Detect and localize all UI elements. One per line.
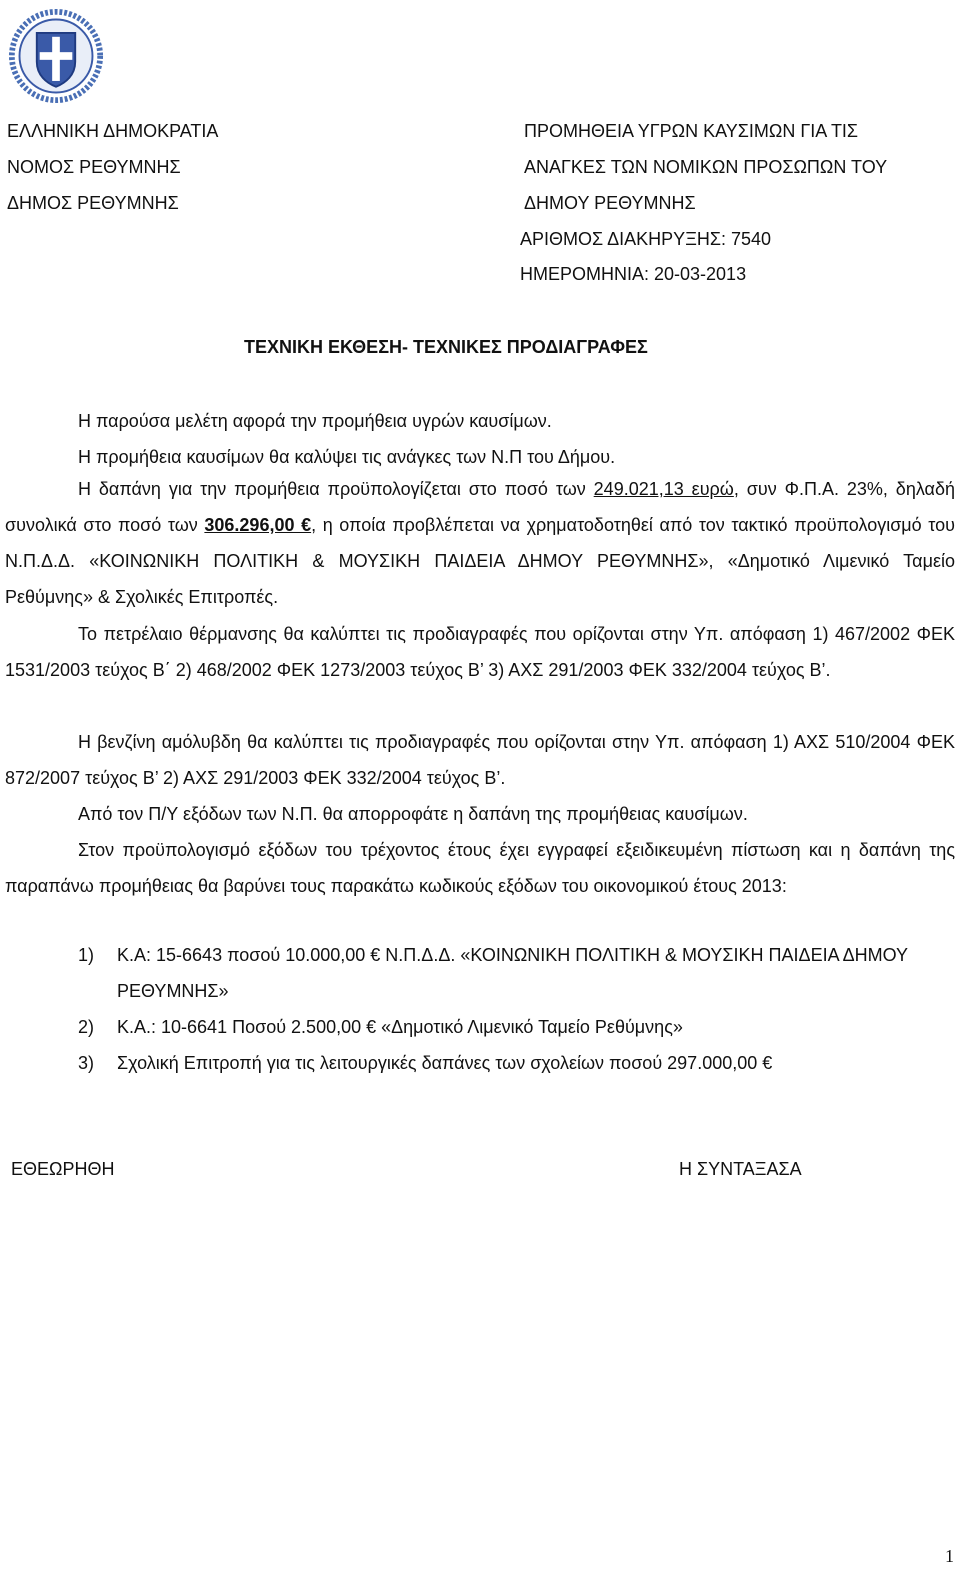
header-right-line-2: ΑΝΑΓΚΕΣ ΤΩΝ ΝΟΜΙΚΩΝ ΠΡΟΣΩΠΩΝ ΤΟΥ — [524, 157, 888, 177]
list-item-number: 2) — [78, 1017, 95, 1037]
amount-before-vat: 249.021,13 ευρώ — [593, 479, 734, 499]
document-title: ΤΕΧΝΙΚΗ ΕΚΘΕΣΗ- ΤΕΧΝΙΚΕΣ ΠΡΟΔΙΑΓΡΑΦΕΣ — [244, 337, 648, 357]
coat-of-arms-icon — [8, 8, 104, 104]
header-right-line-3: ΔΗΜΟΥ ΡΕΘΥΜΝΗΣ — [524, 193, 696, 213]
list-item — [78, 937, 958, 1009]
paragraph-6: Από τον Π/Υ εξόδων των Ν.Π. θα απορροφάτε η δαπάνη της προμήθειας καυσίμων. — [78, 804, 748, 824]
header-right-line-1: ΠΡΟΜΗΘΕΙΑ ΥΓΡΩΝ ΚΑΥΣΙΜΩΝ ΓΙΑ ΤΙΣ — [524, 121, 859, 141]
total-amount: 306.296,00 € — [204, 515, 312, 535]
document-date: ΗΜΕΡΟΜΗΝΙΑ: 20-03-2013 — [520, 264, 747, 284]
paragraph-1: Η παρούσα μελέτη αφορά την προμήθεια υγρών καυσίμων. — [78, 411, 552, 431]
header-left-line-2: ΝΟΜΟΣ ΡΕΘΥΜΝΗΣ — [7, 157, 181, 177]
paragraph-2: Η προμήθεια καυσίμων θα καλύψει τις ανάγκες των Ν.Π του Δήμου. — [78, 447, 616, 467]
list-item-number: 3) — [78, 1053, 95, 1073]
list-item-number: 1) — [78, 945, 95, 965]
list-item-text: Κ.Α: 15-6643 ποσού 10.000,00 € Ν.Π.Δ.Δ. «ΚΟΙΝΩΝΙΚΗ ΠΟΛΙΤΙΚΗ & ΜΟΥΣΙΚΗ ΠΑΙΔΕΙΑ ΔΗΜΟΥ ΡΕΘΥΜΝΗΣ» — [117, 945, 908, 1001]
page-number: 1 — [945, 1546, 954, 1566]
paragraph-4: Το πετρέλαιο θέρμανσης θα καλύπτει τις προδιαγραφές που ορίζονται στην Υπ. απόφαση 1) 467/2002 ΦΕΚ 1531/2003 τεύχος Β΄ 2) 468/2002 ΦΕΚ 1273/2003 τεύχος Β’ 3) ΑΧΣ 291/2003 ΦΕΚ 332/2004 τεύχος Β’. — [5, 624, 955, 680]
declaration-number: ΑΡΙΘΜΟΣ ΔΙΑΚΗΡΥΞΗΣ: 7540 — [520, 229, 772, 249]
list-item — [78, 1045, 958, 1081]
list-item-text: Σχολική Επιτροπή για τις λειτουργικές δαπάνες των σχολείων ποσού 297.000,00 € — [117, 1053, 773, 1073]
header-left-line-1: ΕΛΛΗΝΙΚΗ ΔΗΜΟΚΡΑΤΙΑ — [7, 121, 219, 141]
paragraph-5: Η βενζίνη αμόλυβδη θα καλύπτει τις προδιαγραφές που ορίζονται στην Υπ. απόφαση 1) ΑΧΣ 510/2004 ΦΕΚ 872/2007 τεύχος Β’ 2) ΑΧΣ 291/2003 ΦΕΚ 332/2004 τεύχος Β’. — [5, 732, 955, 788]
list-item — [78, 1009, 958, 1045]
paragraph-3: Η δαπάνη για την προμήθεια προϋπολογίζεται στο ποσό των 249.021,13 ευρώ, συν Φ.Π.Α. 23%, δηλαδή συνολικά στο ποσό των 306.296,00 €, η οποία προβλέπεται να χρηματοδοτηθεί από τον τακτικό προϋπολογισμό του Ν.Π.Δ.Δ. «ΚΟΙΝΩΝΙΚΗ ΠΟΛΙΤΙΚΗ & ΜΟΥΣΙΚΗ ΠΑΙΔΕΙΑ ΔΗΜΟΥ ΡΕΘΥΜΝΗΣ», «Δημοτικό Λιμενικό Ταμείο Ρεθύμνης» & Σχολικές Επιτροπές. — [5, 479, 955, 607]
header-left-line-3: ΔΗΜΟΣ ΡΕΘΥΜΝΗΣ — [7, 193, 179, 213]
list-item-text: Κ.Α.: 10-6641 Ποσού 2.500,00 € «Δημοτικό Λιμενικό Ταμείο Ρεθύμνης» — [117, 1017, 683, 1037]
signature-author: Η ΣΥΝΤΑΞΑΣΑ — [679, 1159, 802, 1179]
paragraph-7: Στον προϋπολογισμό εξόδων του τρέχοντος έτους έχει εγγραφεί εξειδικευμένη πίστωση και η δαπάνη της παραπάνω προμήθειας θα βαρύνει τους παρακάτω κωδικούς εξόδων του οικονομικού έτους 2013: — [5, 840, 955, 896]
signature-approved: ΕΘΕΩΡΗΘΗ — [11, 1159, 115, 1179]
